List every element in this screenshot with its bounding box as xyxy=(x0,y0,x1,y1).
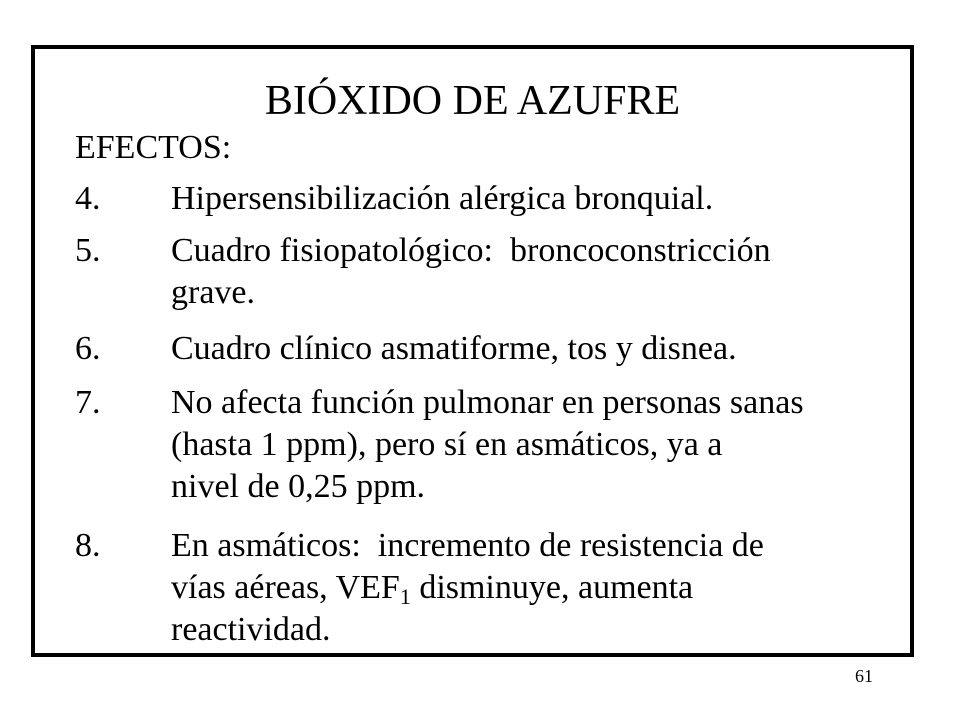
item-line: nivel de 0,25 ppm. xyxy=(171,468,426,505)
slide-frame xyxy=(31,45,914,657)
item-line: Hipersensibilización alérgica bronquial. xyxy=(171,180,714,217)
item-number: 6. xyxy=(75,330,101,367)
section-label: EFECTOS: xyxy=(75,129,232,166)
item-line: No afecta función pulmonar en personas sanas xyxy=(171,384,804,421)
item-line: (hasta 1 ppm), pero sí en asmáticos, ya a xyxy=(171,426,723,463)
effect-item-8 xyxy=(75,525,895,651)
item-line: Cuadro clínico asmatiforme, tos y disnea. xyxy=(171,330,737,367)
item-line: En asmáticos: incremento de resistencia de xyxy=(171,527,764,564)
item-text xyxy=(171,328,895,370)
item-line: grave. xyxy=(171,274,256,311)
effect-item-5 xyxy=(75,230,895,314)
item-text xyxy=(171,178,895,220)
slide-title: BIÓXIDO DE AZUFRE xyxy=(264,78,681,124)
effect-item-7 xyxy=(75,382,895,508)
page-number: 61 xyxy=(855,666,873,686)
item-number: 7. xyxy=(75,384,101,421)
item-text xyxy=(171,230,895,314)
item-line: reactividad. xyxy=(171,611,331,648)
item-text xyxy=(171,525,895,651)
item-line: Cuadro fisiopatológico: broncoconstricción xyxy=(171,232,771,269)
item-number: 8. xyxy=(75,527,101,564)
item-line-with-subscript xyxy=(171,567,895,609)
subscript-text: 1 xyxy=(399,584,411,609)
item-number: 4. xyxy=(75,180,101,217)
effect-item-4 xyxy=(75,178,895,220)
item-text-fragment: vías aéreas, VEF xyxy=(171,569,400,606)
item-text xyxy=(171,382,895,508)
item-text-fragment: disminuye, aumenta xyxy=(410,569,694,606)
effect-item-6 xyxy=(75,328,895,370)
item-number: 5. xyxy=(75,232,101,269)
